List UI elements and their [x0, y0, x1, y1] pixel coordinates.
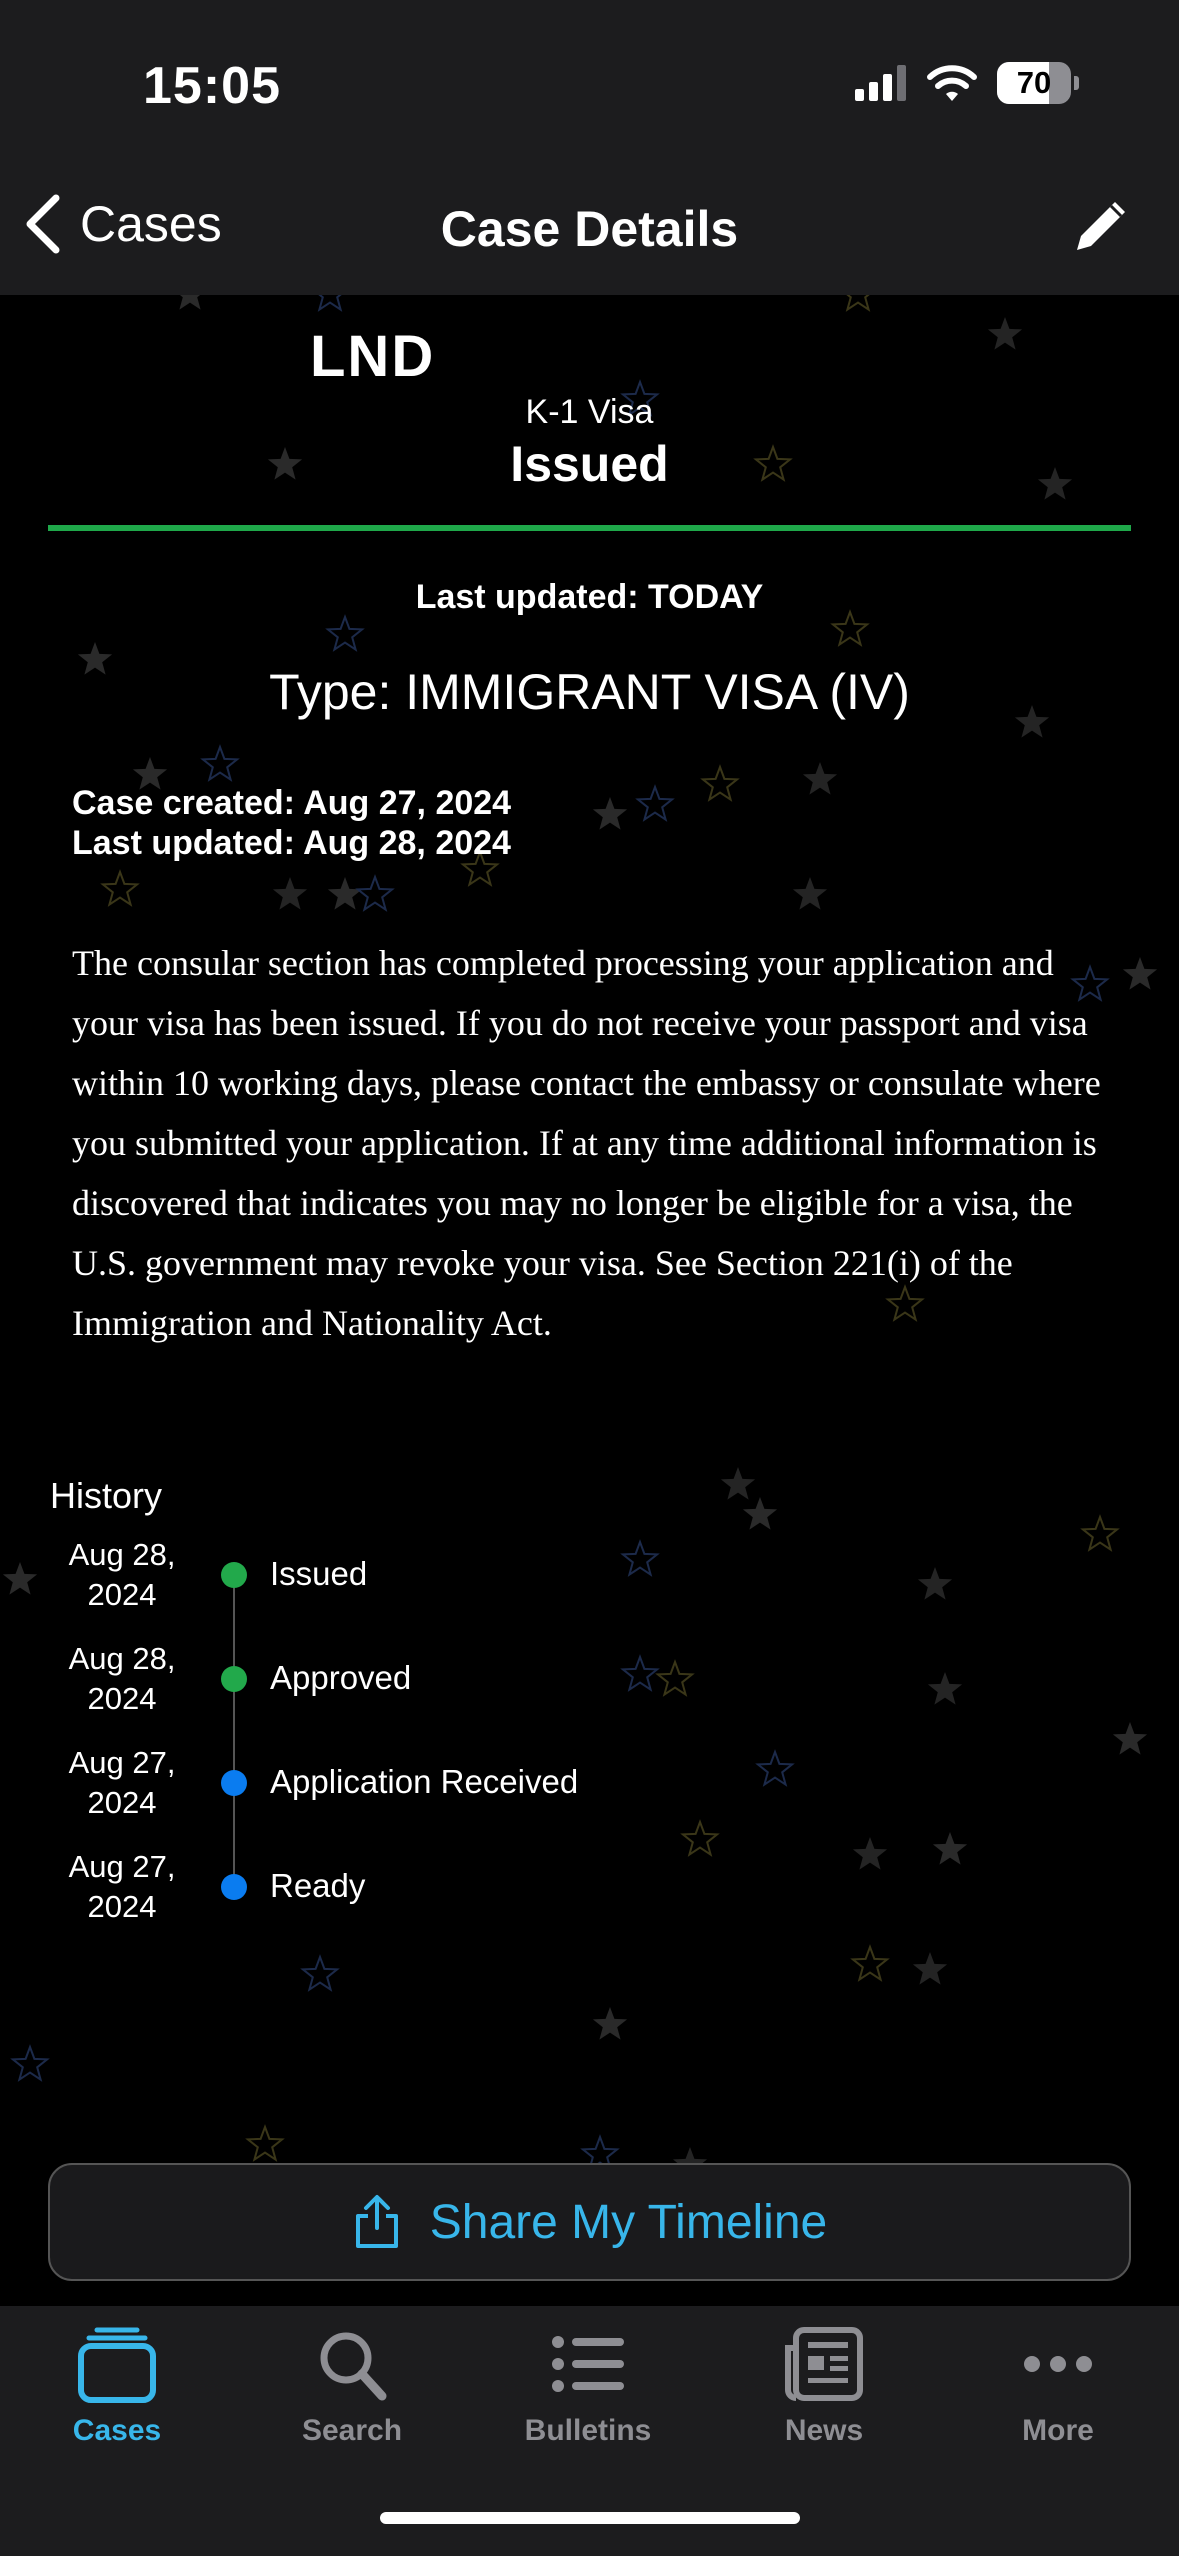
star-decoration [173, 295, 207, 310]
star-decoration [593, 797, 627, 830]
star-decoration [988, 317, 1022, 350]
star-decoration [841, 295, 875, 310]
case-updated-date: Last updated: Aug 28, 2024 [72, 824, 511, 862]
timeline-date: Aug 28, 2024 [68, 1641, 176, 1716]
timeline-item [0, 1535, 800, 1615]
star-decoration [743, 1497, 777, 1530]
case-dates [72, 783, 511, 863]
star-decoration [793, 877, 827, 910]
star-decoration [853, 1947, 887, 1980]
star-decoration [703, 767, 737, 800]
star-decoration [203, 747, 237, 780]
cellular-signal-icon [855, 65, 907, 101]
tab-news[interactable] [724, 2324, 924, 2448]
tab-label: Bulletins [524, 2414, 652, 2447]
tab-bar [0, 2306, 1179, 2556]
timeline-dot-icon [221, 1666, 247, 1692]
tab-search[interactable] [252, 2324, 452, 2448]
news-icon [782, 2324, 866, 2404]
battery-percent: 70 [1016, 65, 1052, 100]
share-icon [352, 2194, 402, 2250]
timeline-label: Application Received [270, 1763, 579, 1800]
star-decoration [803, 762, 837, 795]
history-heading: History [50, 1475, 163, 1516]
tab-label: News [784, 2414, 864, 2447]
tab-label: Cases [72, 2414, 162, 2447]
last-updated-banner: Last updated: TODAY [415, 578, 764, 616]
timeline-dot-icon [221, 1562, 247, 1588]
back-label: Cases [80, 196, 222, 252]
timeline-date: Aug 28, 2024 [68, 1537, 176, 1612]
case-type: Type: IMMIGRANT VISA (IV) [269, 664, 910, 720]
cases-icon [75, 2324, 159, 2404]
timeline-label: Ready [270, 1867, 366, 1904]
star-decoration [328, 877, 362, 910]
star-decoration [103, 872, 137, 905]
battery-indicator [997, 62, 1079, 104]
search-icon [310, 2324, 394, 2404]
star-decoration [328, 617, 362, 650]
star-decoration [273, 877, 307, 910]
case-created-date: Case created: Aug 27, 2024 [72, 784, 512, 822]
timeline-dot-icon [221, 1874, 247, 1900]
star-decoration [358, 877, 392, 910]
case-description: The consular section has completed processing your application and your visa has been issued. If you do not receive your passport and visa within 10 working days, please contact the embassy or consulate where you submitted your application. If at any time additional information is discovered that indicates you may no longer be eligible for a visa, the U.S. government may revoke your visa. See Section 221(i) of the Immigration and Nationality Act. [72, 943, 1101, 1343]
timeline-dot-icon [221, 1770, 247, 1796]
pencil-icon [1071, 198, 1129, 256]
status-bar [0, 0, 1179, 160]
status-icons [855, 62, 1079, 104]
status-divider [48, 525, 1131, 531]
edit-button[interactable] [1071, 198, 1129, 261]
page-title: Case Details [440, 201, 739, 257]
share-timeline-button[interactable] [48, 2163, 1131, 2281]
star-decoration [721, 1467, 755, 1500]
star-decoration [593, 2007, 627, 2040]
tab-bulletins[interactable] [488, 2324, 688, 2448]
star-decoration [248, 2127, 282, 2160]
wifi-icon [927, 64, 977, 102]
star-decoration [303, 1957, 337, 1990]
timeline-label: Issued [270, 1555, 368, 1592]
status-time: 15:05 [143, 57, 281, 115]
tab-label: Search [301, 2414, 403, 2447]
share-timeline-label: Share My Timeline [429, 2195, 828, 2249]
more-icon [1016, 2324, 1100, 2404]
list-icon [546, 2324, 630, 2404]
timeline-label: Approved [270, 1659, 412, 1696]
navigation-bar [0, 160, 1179, 295]
timeline-item [0, 1743, 800, 1823]
star-decoration [1123, 957, 1157, 990]
history-timeline [0, 1535, 1179, 1935]
case-status: Issued [510, 436, 669, 492]
star-decoration [313, 295, 347, 310]
tab-cases[interactable] [17, 2324, 217, 2448]
tab-label: More [1022, 2414, 1094, 2447]
star-decoration [913, 1952, 947, 1985]
visa-type: K-1 Visa [525, 393, 654, 431]
star-decoration [13, 2047, 47, 2080]
star-decoration [638, 787, 672, 820]
logo: LND [310, 324, 436, 389]
tab-more[interactable] [958, 2324, 1158, 2448]
home-indicator [380, 2512, 800, 2524]
case-details-content[interactable] [0, 295, 1179, 2306]
timeline-item [0, 1847, 800, 1927]
timeline-date: Aug 27, 2024 [68, 1745, 176, 1820]
timeline-date: Aug 27, 2024 [68, 1849, 176, 1924]
timeline-item [0, 1639, 800, 1719]
